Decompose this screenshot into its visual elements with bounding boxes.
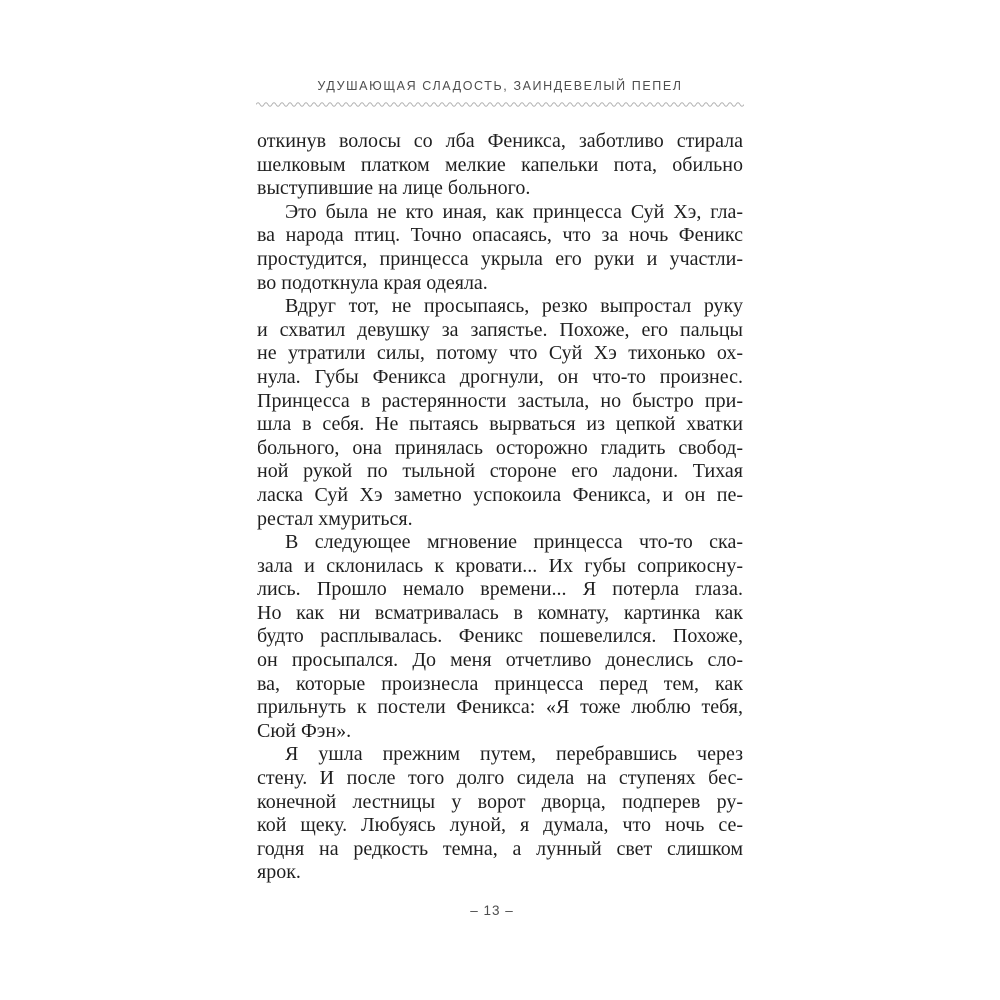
text-line: он просыпался. До меня отчетливо донеслись сло- <box>257 649 743 672</box>
text-line: ва, которые произнесла принцесса перед тем, как <box>257 672 743 695</box>
wavy-divider-path <box>256 103 744 107</box>
paragraph <box>257 130 743 201</box>
text-line: рестал хмуриться. <box>257 507 413 530</box>
text-line: ной рукой по тыльной стороне его ладони. Тихая <box>257 460 743 483</box>
text-line: Вдруг тот, не просыпаясь, резко выпростал руку <box>285 295 743 318</box>
text-line: прильнуть к постели Феникса: «Я тоже люблю тебя, <box>257 696 743 719</box>
text-line: зала и склонилась к кровати... Их губы соприкосну- <box>257 554 743 577</box>
text-line: конечной лестницы у ворот дворца, подперев ру- <box>257 790 743 813</box>
text-line: годня на редкость темна, а лунный свет слишком <box>257 837 743 860</box>
paragraph <box>257 531 743 743</box>
wavy-divider-rule <box>256 100 744 108</box>
paragraph <box>257 295 743 531</box>
text-line: больного, она принялась осторожно гладить свобод- <box>257 436 743 459</box>
text-line: Принцесса в растерянности застыла, но быстро при- <box>257 389 743 412</box>
text-line: нула. Губы Феникса дрогнули, он что-то произнес. <box>257 365 743 388</box>
text-line: шла в себя. Не пытаясь вырваться из цепкой хватки <box>257 413 743 436</box>
paragraph <box>257 201 743 295</box>
text-line: ласка Суй Хэ заметно успокоила Феникса, и он пе- <box>257 483 743 506</box>
text-line: стену. И после того долго сидела на ступенях бес- <box>257 767 743 790</box>
page-text <box>257 130 743 885</box>
text-line: не утратили силы, потому что Суй Хэ тихонько ох- <box>257 342 743 365</box>
text-line: Но как ни всматривалась в комнату, картинка как <box>257 601 743 624</box>
text-line: Это была не кто иная, как принцесса Суй Хэ, гла- <box>285 200 743 223</box>
text-line: ярок. <box>257 861 301 884</box>
text-line: Сюй Фэн». <box>257 719 352 742</box>
text-line: простудится, принцесса укрыла его руки и участли- <box>257 247 743 270</box>
text-line: кой щеку. Любуясь луной, я думала, что ночь се- <box>257 814 743 837</box>
text-line: во подоткнула края одеяла. <box>257 271 488 294</box>
text-line: будто расплывалась. Феникс пошевелился. Похоже, <box>257 625 743 648</box>
paragraph <box>257 743 743 885</box>
text-line: шелковым платком мелкие капельки пота, обильно <box>257 153 743 176</box>
text-line: и схватил девушку за запястье. Похоже, его пальцы <box>257 318 743 341</box>
page-number: – 13 – <box>470 903 514 918</box>
text-line: Я ушла прежним путем, перебравшись через <box>285 743 743 766</box>
text-line: выступившие на лице больного. <box>257 177 531 200</box>
text-line: В следующее мгновение принцесса что-то ска- <box>285 531 743 554</box>
running-head-title: УДУШАЮЩАЯ СЛАДОСТЬ, ЗАИНДЕВЕЛЫЙ ПЕПЕЛ <box>317 79 683 93</box>
text-line: ва народа птиц. Точно опасаясь, что за ночь Феникс <box>257 224 743 247</box>
text-line: лись. Прошло немало времени... Я потерла глаза. <box>257 578 743 601</box>
text-line: откинув волосы со лба Феникса, заботливо стирала <box>257 130 743 152</box>
